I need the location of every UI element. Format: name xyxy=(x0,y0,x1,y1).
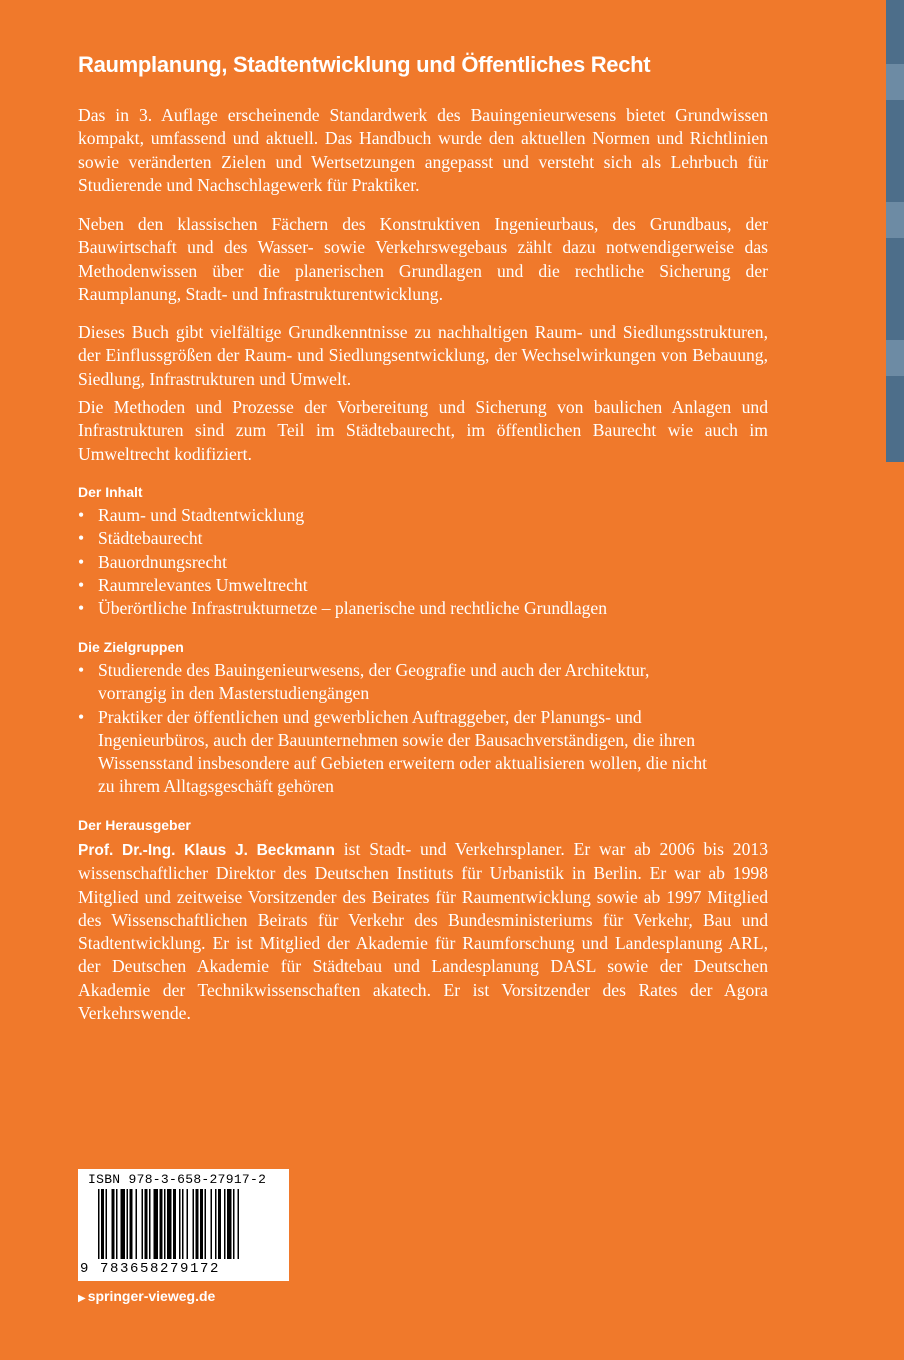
barcode-icon xyxy=(98,1189,284,1261)
list-item: • Praktiker der öffentlichen und gewerblichen Auftraggeber, der Planungs- und Ingenieurbüros, auch der Bauunternehmen sowie der Bausachverständigen, die ihren Wissensstand insbesondere auf Gebieten erweitern oder aktualisieren wollen, die nicht zu ihrem Alltagsgeschäft gehören xyxy=(78,706,708,797)
edge-tab-2 xyxy=(886,202,904,238)
isbn-barcode-box xyxy=(78,1169,289,1281)
isbn-label: ISBN 978-3-658-27917-2 xyxy=(88,1172,267,1187)
list-item: • Raum- und Stadtentwicklung xyxy=(78,504,768,527)
bullet-icon: • xyxy=(78,574,85,595)
herausgeber-paragraph xyxy=(78,838,768,1025)
intro-paragraph-1: Das in 3. Auflage erscheinende Standardwerk des Bauingenieurwesens bietet Grundwissen kompakt, umfassend und aktuell. Das Handbuch wurde den aktuellen Normen und Richtlinien sowie veränderten Zielen und Wertsetzungen angepasst und versteht sich als Lehrbuch für Studierende und Nachschlagewerk für Praktiker. xyxy=(78,105,768,195)
website-url: springer-vieweg.de xyxy=(87,1288,216,1304)
inhalt-list xyxy=(78,504,768,620)
intro-paragraph-3: Dieses Buch gibt vielfältige Grundkenntnisse zu nachhaltigen Raum- und Siedlungsstrukturen, der Einflussgrößen der Raum- und Siedlungsentwicklung, der Wechselwirkungen von Bebauung, Siedlung, Infrastrukturen und Umwelt. xyxy=(78,322,768,389)
section-heading-zielgruppen: Die Zielgruppen xyxy=(78,639,184,655)
bullet-icon: • xyxy=(78,598,85,619)
zielgruppen-list xyxy=(78,659,718,799)
bullet-icon: • xyxy=(78,660,85,680)
book-title: Raumplanung, Stadtentwicklung und Öffentliches Recht xyxy=(78,52,651,77)
bullet-icon: • xyxy=(78,528,85,549)
list-item: • Studierende des Bauingenieurwesens, der Geografie und auch der Architektur, vorrangig in den Masterstudiengängen xyxy=(78,660,650,704)
list-item: • Überörtliche Infrastrukturnetze – planerische und rechtliche Grundlagen xyxy=(78,597,768,620)
bullet-icon: • xyxy=(78,551,85,572)
intro-paragraph-4: Die Methoden und Prozesse der Vorbereitung und Sicherung von baulichen Anlagen und Infrastrukturen sind zum Teil im Städtebaurecht, im öffentlichen Baurecht wie auch im Umweltrecht kodifiziert. xyxy=(78,397,768,464)
editor-name: Prof. Dr.-Ing. Klaus J. Beckmann xyxy=(78,842,335,859)
isbn-first-digit: 9 xyxy=(80,1261,89,1277)
isbn-digits: 783658279172 xyxy=(100,1261,221,1277)
bullet-icon: • xyxy=(78,505,85,525)
bullet-icon: • xyxy=(78,706,85,727)
list-item: • Städtebaurecht xyxy=(78,527,768,550)
list-item: • Raumrelevantes Umweltrecht xyxy=(78,574,768,597)
edge-tab-3 xyxy=(886,340,904,376)
arrow-right-icon: ▶ xyxy=(78,1293,86,1304)
list-item: • Bauordnungsrecht xyxy=(78,551,768,574)
editor-bio: ist Stadt- und Verkehrsplaner. Er war ab 2006 bis 2013 wissenschaftlicher Direktor des Deutschen Instituts für Urbanistik in Berlin. Er war ab 1998 Mitglied und zeitweise Vorsitzender des Beirates für Raumentwicklung sowie ab 1997 Mitglied des Wissenschaftlichen Beirats für Verkehr des Bundesministeriums für Verkehr, Bau und Stadtentwicklung. Er ist Mitglied der Akademie für Raumforschung und Landesplanung ARL, der Deutschen Akademie für Städtebau und Landesplanung DASL sowie der Deutschen Akademie der Technikwissenschaften akatech. Er ist Vorsitzender des Rates der Agora Verkehrswende. xyxy=(78,839,768,1024)
publisher-website-link[interactable] xyxy=(78,1288,215,1304)
section-heading-herausgeber: Der Herausgeber xyxy=(78,817,191,833)
section-heading-inhalt: Der Inhalt xyxy=(78,484,143,500)
intro-paragraph-2: Neben den klassischen Fächern des Konstruktiven Ingenieurbaus, des Grundbaus, der Bauwirtschaft und des Wasser- sowie Verkehrswegebaus zählt dazu notwendigerweise das Methodenwissen über die planerischen Grundlagen und die rechtliche Sicherung der Raumplanung, Stadt- und Infrastrukturentwicklung. xyxy=(78,214,768,304)
edge-tab-1 xyxy=(886,64,904,100)
